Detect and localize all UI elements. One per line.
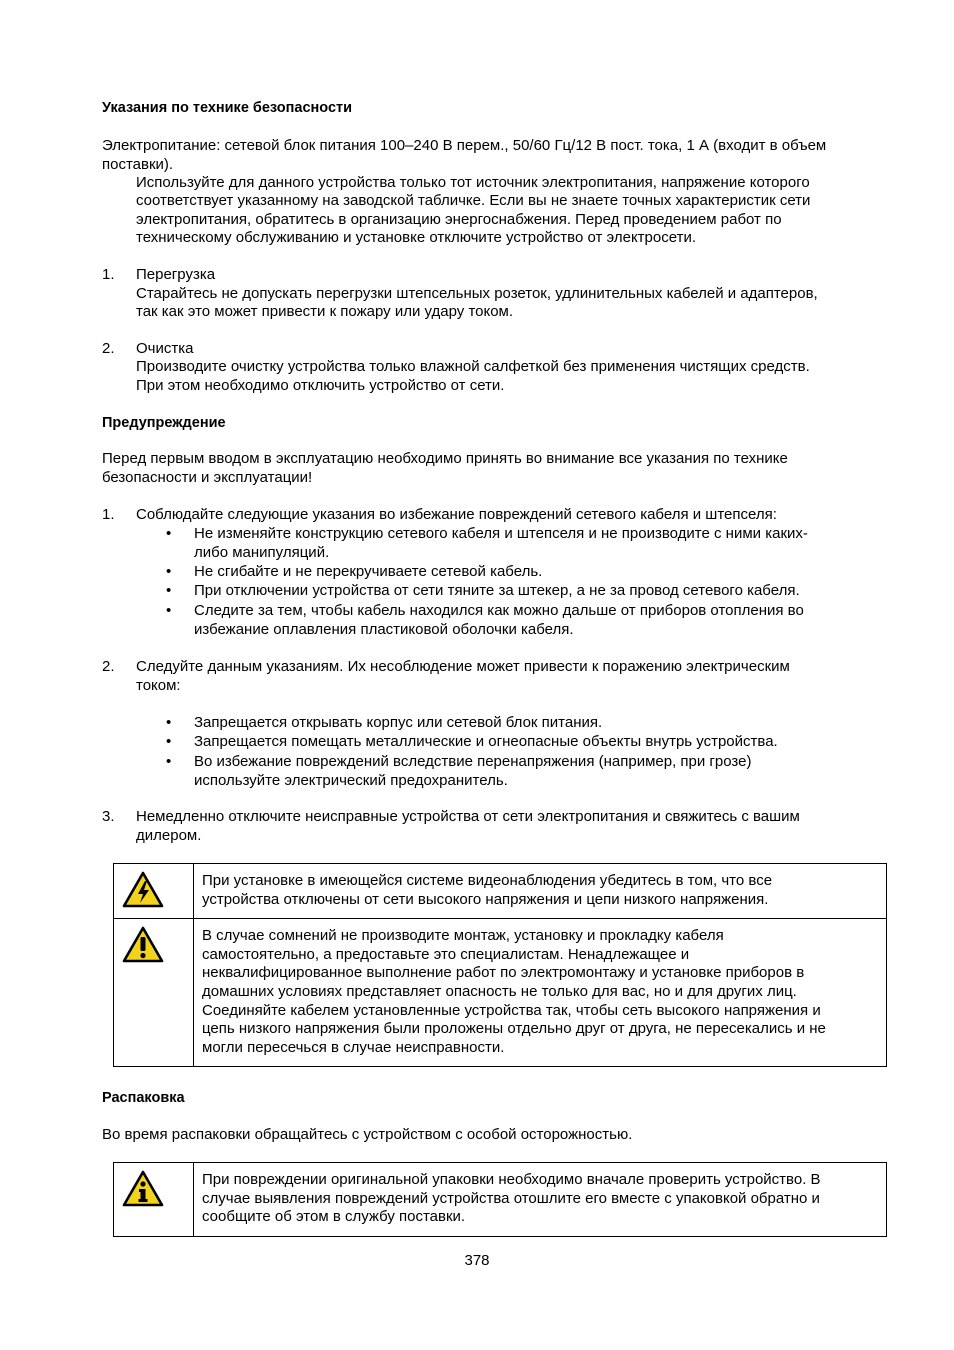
- cable-item-number: 1.: [102, 506, 115, 523]
- unpacking-heading: Распаковка: [102, 1090, 185, 1106]
- cable-item-text: Соблюдайте следующие указания во избежание повреждений сетевого кабеля и штепселя:: [136, 506, 777, 523]
- warning-intro-line-2: безопасности и эксплуатации!: [102, 469, 313, 486]
- power-spec-line-2: поставки).: [102, 156, 174, 173]
- power-detail-line-1: Используйте для данного устройства только тот источник электропитания, напряжение которого: [136, 174, 810, 191]
- caution-note-line-6: цепь низкого напряжения были проложены отдельно друг от друга, не пересекались и не: [202, 1020, 826, 1038]
- shock-bullet-2: Запрещается помещать металлические и огнеопасные объекты внутрь устройства.: [194, 733, 778, 750]
- cable-bullet-4-line-2: избежание оплавления пластиковой оболочки кабеля.: [194, 621, 574, 638]
- defect-item-line-2: дилером.: [136, 827, 202, 844]
- shock-bullet-1: Запрещается открывать корпус или сетевой блок питания.: [194, 714, 603, 731]
- high-voltage-note-text: [194, 864, 887, 919]
- caution-icon-cell: [114, 919, 194, 1067]
- high-voltage-note-line-1: При установке в имеющейся системе видеонаблюдения убедитесь в том, что все: [202, 872, 773, 889]
- caution-note-line-2: самостоятельно, а предоставьте это специалистам. Ненадлежащее и: [202, 945, 690, 963]
- overload-number: 1.: [102, 266, 115, 283]
- caution-warning-icon: [114, 926, 193, 964]
- caution-note-line-1: В случае сомнений не производите монтаж, установку и прокладку кабеля: [202, 927, 724, 945]
- high-voltage-warning-icon: [114, 871, 193, 909]
- cable-bullet-1-line-2: либо манипуляций.: [194, 544, 330, 561]
- unpacking-note-table: [113, 1162, 887, 1237]
- power-detail-line-2: соответствует указанному на заводской табличке. Если вы не знаете точных характеристик сети: [136, 192, 811, 209]
- bullet-marker: •: [166, 714, 172, 731]
- overload-title: Перегрузка: [136, 266, 216, 283]
- defect-item-line-1: Немедленно отключите неисправные устройства от сети электропитания и свяжитесь с вашим: [136, 808, 800, 825]
- info-warning-icon: [114, 1170, 193, 1208]
- info-icon-cell: [114, 1163, 194, 1237]
- defect-item-number: 3.: [102, 808, 115, 825]
- power-detail-line-3: электропитания, обратитесь в организацию энергоснабжения. Перед проведением работ по: [136, 211, 782, 228]
- info-note-line-2: случае выявления повреждений устройства отошлите его вместе с упаковкой обратно и: [202, 1189, 820, 1207]
- cable-bullet-3: При отключении устройства от сети тяните за штекер, а не за провод сетевого кабеля.: [194, 582, 800, 599]
- high-voltage-note-line-2: устройства отключены от сети высокого напряжения и цепи низкого напряжения.: [202, 890, 769, 908]
- cleaning-number: 2.: [102, 340, 115, 357]
- bullet-marker: •: [166, 602, 172, 619]
- bullet-marker: •: [166, 753, 172, 770]
- safety-heading: Указания по технике безопасности: [102, 100, 353, 116]
- caution-note-row: [114, 919, 887, 1067]
- info-note-line-3: сообщите об этом в службу поставки.: [202, 1208, 466, 1226]
- shock-bullet-3-line-2: используйте электрический предохранитель.: [194, 772, 508, 789]
- bullet-marker: •: [166, 563, 172, 580]
- caution-note-line-7: могли пересечься в случае неисправности.: [202, 1038, 505, 1056]
- warning-intro-line-1: Перед первым вводом в эксплуатацию необходимо принять во внимание все указания по технике: [102, 450, 788, 467]
- warning-notes-table: [113, 863, 887, 1067]
- warning-heading: Предупреждение: [102, 415, 226, 431]
- power-spec-line-1: Электропитание: сетевой блок питания 100–240 В перем., 50/60 Гц/12 В пост. тока, 1 А (входит в объем: [102, 137, 827, 154]
- bullet-marker: •: [166, 733, 172, 750]
- info-note-text: [194, 1163, 887, 1237]
- overload-line-2: так как это может привести к пожару или удару током.: [136, 303, 514, 320]
- bullet-marker: •: [166, 525, 172, 542]
- cleaning-line-2: При этом необходимо отключить устройство от сети.: [136, 377, 505, 394]
- cleaning-title: Очистка: [136, 340, 194, 357]
- shock-item-number: 2.: [102, 658, 115, 675]
- caution-note-text: [194, 919, 887, 1067]
- cleaning-line-1: Производите очистку устройства только влажной салфеткой без применения чистящих средств.: [136, 358, 810, 375]
- info-note-line-1: При повреждении оригинальной упаковки необходимо вначале проверить устройство. В: [202, 1171, 821, 1188]
- shock-item-line-1: Следуйте данным указаниям. Их несоблюдение может привести к поражению электрическим: [136, 658, 790, 675]
- high-voltage-note-row: [114, 864, 887, 919]
- caution-note-line-4: домашних условиях представляет опасность не только для вас, но и для других лиц.: [202, 982, 797, 1000]
- cable-bullet-1-line-1: Не изменяйте конструкцию сетевого кабеля и штепселя и не производите с ними каких-: [194, 525, 808, 542]
- page-number: 378: [464, 1252, 490, 1269]
- caution-note-line-3: неквалифицированное выполнение работ по электромонтажу и установке приборов в: [202, 964, 805, 982]
- info-note-row: [114, 1163, 887, 1237]
- caution-note-line-5: Соединяйте кабелем установленные устройства так, чтобы сеть высокого напряжения и: [202, 1001, 821, 1019]
- power-detail-line-4: техническому обслуживанию и установке отключите устройство от электросети.: [136, 229, 696, 246]
- bullet-marker: •: [166, 582, 172, 599]
- shock-item-line-2: током:: [136, 677, 181, 694]
- unpacking-text: Во время распаковки обращайтесь с устройством с особой осторожностью.: [102, 1126, 633, 1143]
- cable-bullet-2: Не сгибайте и не перекручиваете сетевой кабель.: [194, 563, 543, 580]
- high-voltage-icon-cell: [114, 864, 194, 919]
- cable-bullet-4-line-1: Следите за тем, чтобы кабель находился как можно дальше от приборов отопления во: [194, 602, 804, 619]
- shock-bullet-3-line-1: Во избежание повреждений вследствие перенапряжения (например, при грозе): [194, 753, 752, 770]
- overload-line-1: Старайтесь не допускать перегрузки штепсельных розеток, удлинительных кабелей и адаптеров,: [136, 285, 818, 302]
